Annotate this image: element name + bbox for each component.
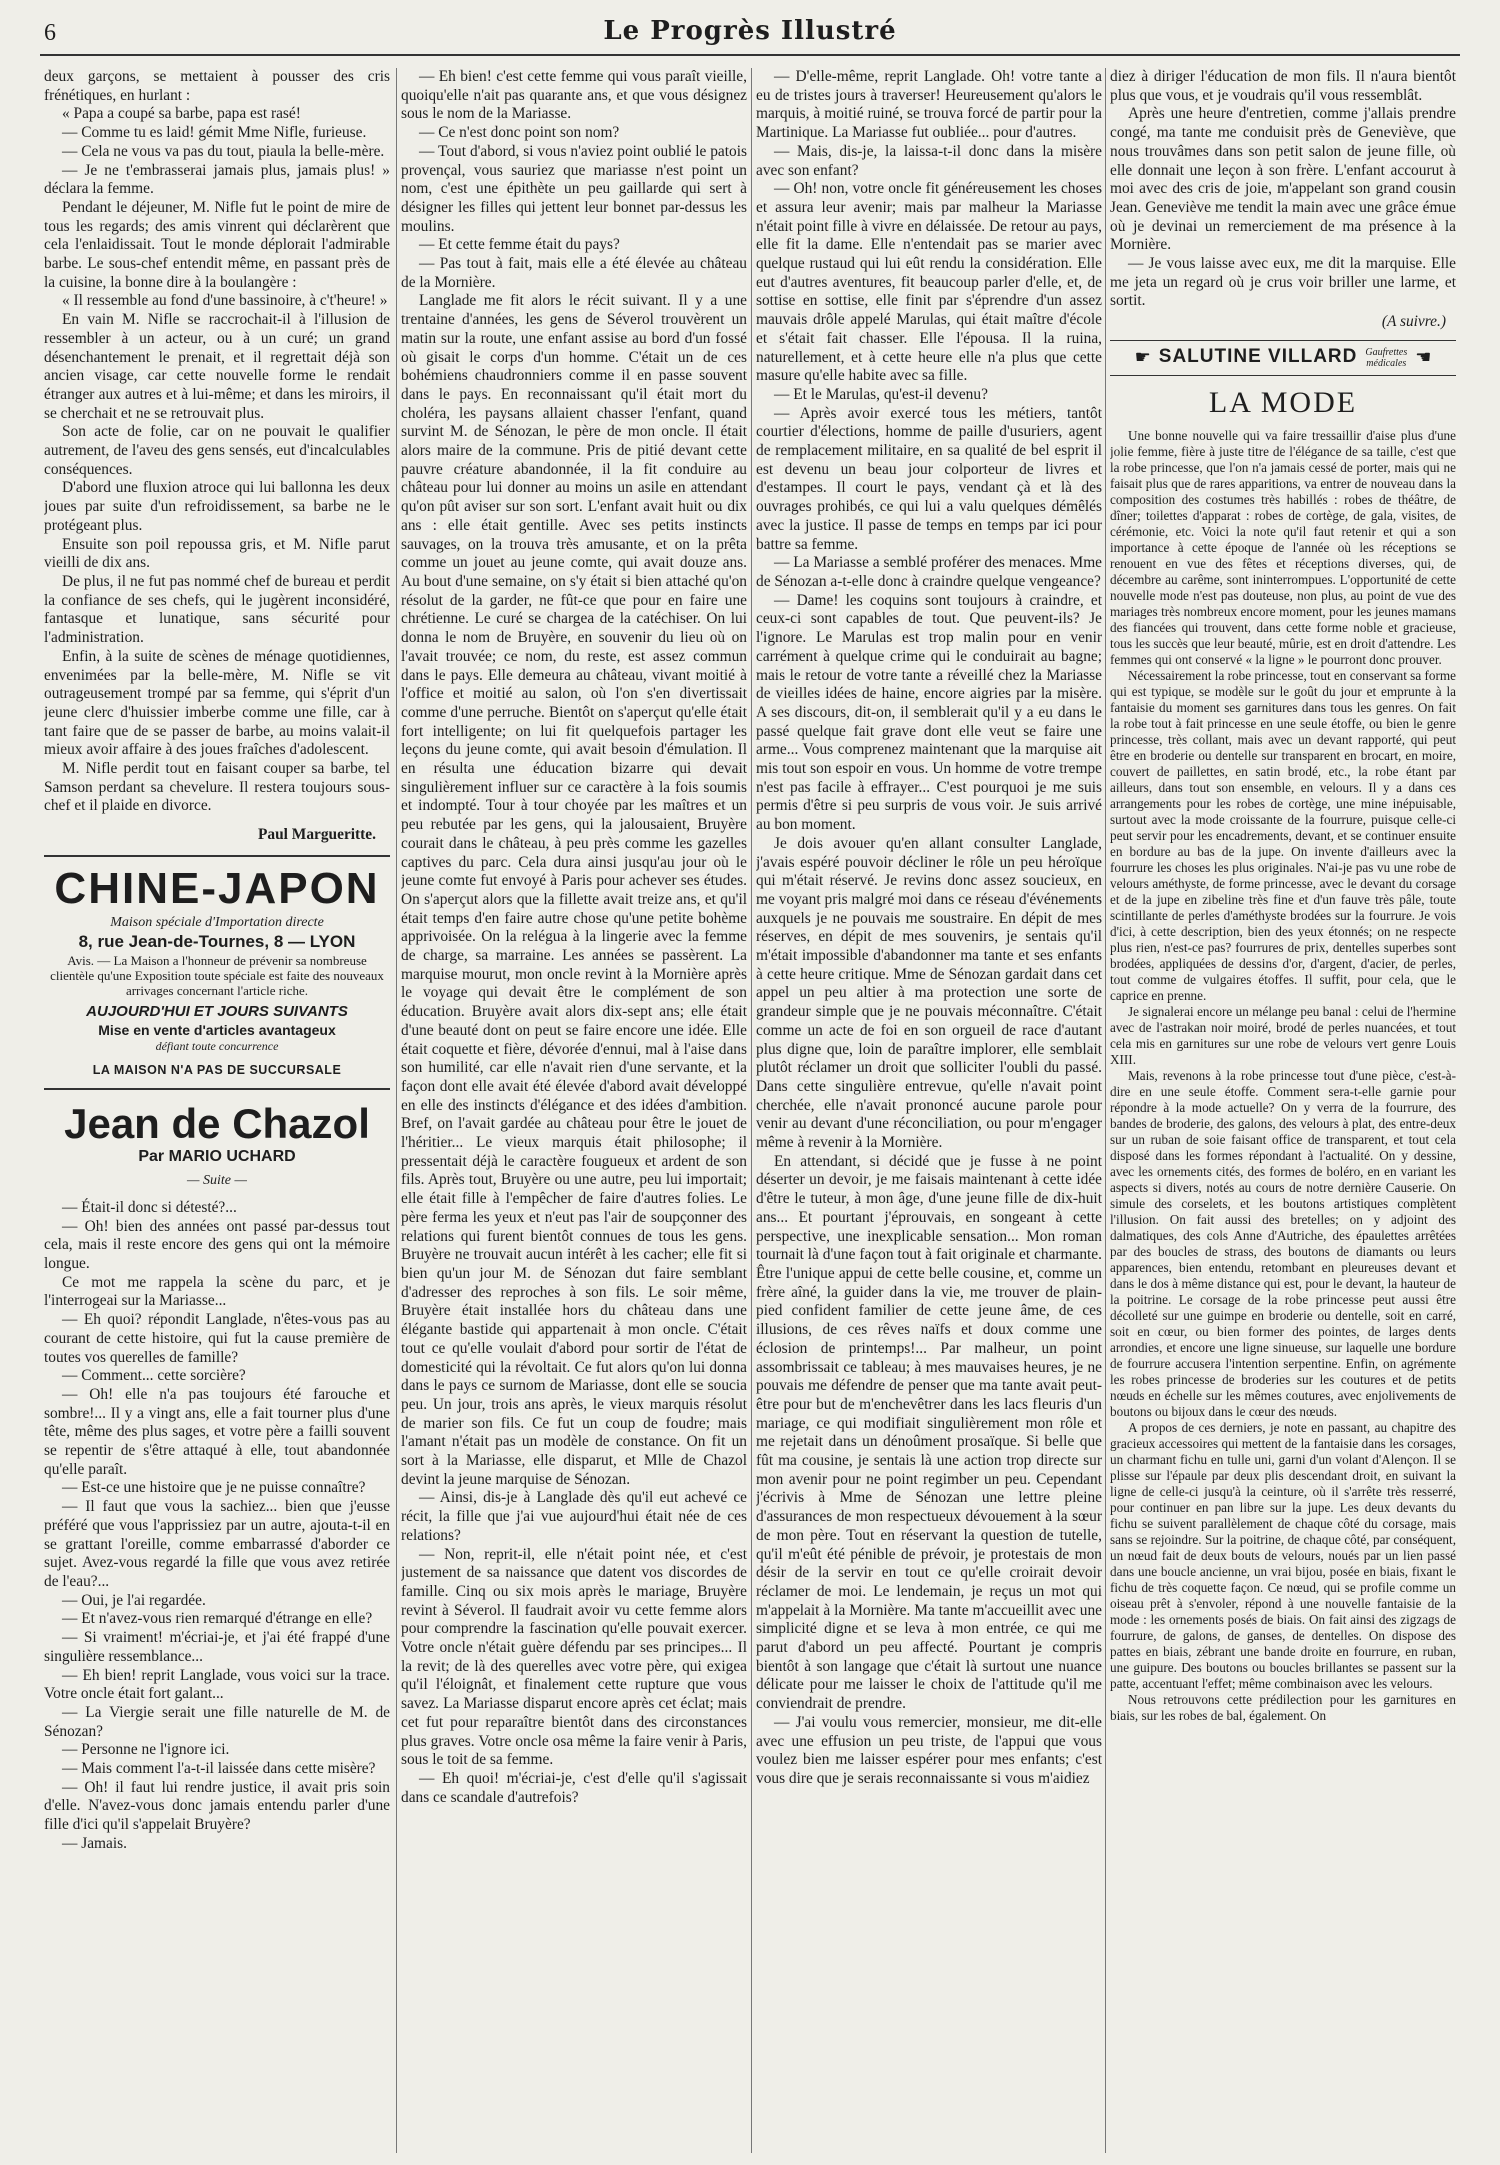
paragraph: deux garçons, se mettaient à pousser des cris frénétiques, en hurlant : bbox=[44, 68, 390, 104]
paragraph: En vain M. Nifle se raccrochait-il à l'illusion de ressembler à un acteur, ou à un curé; un grand désenchantement le prenait, et il regrettait déjà son ancien visage, car cette nouvelle forme le rendait étranger aux autres et à lui-même; et dans les miroirs, il se cherchait et ne se retrouvait plus. bbox=[44, 311, 390, 422]
ad-tag-line-1: Gaufrettes bbox=[1365, 346, 1408, 358]
ad-tag-line-2: médicales bbox=[1366, 357, 1407, 369]
paragraph: — Eh bien! c'est cette femme qui vous paraît vieille, quoiqu'elle n'ait pas quarante ans, et que vous désignez sous le nom de la Mariasse. bbox=[401, 68, 747, 123]
ad-notice: Avis. — La Maison a l'honneur de prévenir sa nombreuse clientèle qu'une Exposition toute spéciale est faite des nouveaux arrivages concernant l'article riche. bbox=[50, 952, 384, 998]
section-title-la-mode: LA MODE bbox=[1208, 385, 1358, 419]
pointing-hand-icon: ☛ bbox=[1134, 347, 1151, 368]
paragraph: diez à diriger l'éducation de mon fils. Il n'aura bientôt plus que vous, et je voudrais qu'il vous ressemblât. bbox=[1110, 68, 1456, 104]
paragraph: — Et cette femme était du pays? bbox=[419, 236, 620, 254]
paragraph: D'abord une fluxion atroce qui lui ballonna les deux joues par suite d'un refroidissement, sa barbe ne le protégeant plus. bbox=[44, 479, 390, 534]
paragraph: Je signalerai encore un mélange peu banal : celui de l'hermine avec de l'astrakan noir moiré, brodé de perles nuancées, et tout cela mis en garnitures sur une robe de velours vert genre Louis XIII. bbox=[1110, 1003, 1456, 1067]
paragraph: — Eh quoi! m'écriai-je, c'est d'elle qu'il s'agissait dans ce scandale d'autrefois? bbox=[401, 1769, 747, 1806]
paragraph: — Eh bien! reprit Langlade, vous voici sur la trace. Votre oncle était fort galant... bbox=[44, 1666, 390, 1703]
chine-japon-advertisement bbox=[44, 855, 390, 1090]
paragraph: — Pas tout à fait, mais elle a été élevée au château de la Mornière. bbox=[401, 255, 747, 291]
column-rule bbox=[751, 68, 752, 2153]
paragraph: Pendant le déjeuner, M. Nifle fut le point de mire de tous les regards; des amis vinrent qui déclarèrent que cela l'enlaidissait. Tout le monde déplorait l'admirable barbe. Le sous-chef entendit même, en passant près de la cuisine, la bonne dire à la boulangère : bbox=[44, 198, 390, 291]
paragraph: — La Viergie serait une fille naturelle de M. de Sénozan? bbox=[44, 1703, 390, 1740]
paragraph: A propos de ces derniers, je note en passant, au chapitre des gracieux accessoires qui mettent de la fantaisie dans les corsages, un charmant fichu en tulle uni, garni d'un volant d'Alençon. Il se plisse sur l'épaule par deux plis descendant droit, en suivant la ligne de celle-ci jusqu'à la ceinture, où il s'arrête très resserré, pour continuer en pan libre sur la jupe. Les deux devants du fichu se suivent parallèlement de chaque côté du corsage, mais sans se rejoindre. Sur la poitrine, de chaque côté, par conséquent, un nœud fait de deux bouts de velours, noués par un lien passé dans une boucle ancienne, un vrai bijou, posée en biais, fixant le fichu de très coquette façon. Ce nœud, qui se profile comme un oiseau prêt à s'envoler, répond à une nouvelle fantaisie de la mode : les ornements posés de biais. On fait ainsi des zigzags de fourrure, de galons, de ganses, de dentelles. On dispose des pattes en biais, zébrant une bande droite en fourrure, en ruban, une guipure. Des boutons ou boucles brillantes se passent sur la patte, accentuant l'effet; même combinaison avec les velours. bbox=[1110, 1419, 1456, 1691]
paragraph: — J'ai voulu vous remercier, monsieur, me dit-elle avec une effusion un peu triste, de l'appui que vous voulez bien me laisser espérer pour mes enfants; c'est vous dire que je serais reconnaissante si vous m'aidiez bbox=[756, 1713, 1102, 1787]
page-number: 6 bbox=[44, 20, 56, 46]
salutine-advertisement bbox=[1110, 340, 1456, 376]
paragraph: Ce mot me rappela la scène du parc, et je l'interrogeai sur la Mariasse... bbox=[44, 1273, 390, 1310]
fashion-article bbox=[1110, 428, 1456, 1724]
paragraph: — Comme tu es laid! gémit Mme Nifle, furieuse. bbox=[62, 124, 367, 142]
paragraph: De plus, il ne fut pas nommé chef de bureau et perdit la confiance de ses chefs, qui le jugèrent inconsidéré, fantasque et lunatique, sans sécurité pour l'administration. bbox=[44, 572, 390, 647]
paragraph: « Il ressemble au fond d'une bassinoire, à c't'heure! » bbox=[62, 292, 388, 310]
paragraph: Mais, revenons à la robe princesse tout d'une pièce, c'est-à-dire en une seule étoffe. Comment sera-t-elle garnie pour répondre à la mode actuelle? On y verra de la fourrure, des bandes de broderie, des galons, des velours à plat, des entre-deux sur un ruban de soie faisant office de transparent, et tout cela disposé dans les formes répondant à l'actualité. On y dessine, avec les ornements cités, des formes de boléro, en en variant les aspects si divers, notés au cours de notre dernière Causerie. On simule des corselets, et les boutons artistiques complètent l'illusion. On fait aussi des bretelles; on y adjoint des dalmatiques, des cols Anne d'Autriche, des épaulettes arrêtées par des boucles de strass, des boutons de diamants ou leurs apparences, bien entendu, retombant en pleureuses devant et dans le dos à même distance qui est, pour le devant, la hauteur de la poitrine. Le corsage de la robe princesse peut aussi être décolleté sur une guimpe en broderie ou dentelle, soit en carré, soit en cœur, ou bien former des pointes, de larges dents arrondies, et encore une ligne sinueuse, sur laquelle une bordure de fourrure accusera l'intention serpentine. Enfin, on agrémente les robes princesse de broderies sur les coutures et de petits nœuds en échelle sur les mêmes coutures, avec enjolivements de boutons ou bijoux dans le cœur des nœuds. bbox=[1110, 1067, 1456, 1419]
paragraph: Après une heure d'entretien, comme j'allais prendre congé, ma tante me conduisit près de Geneviève, que nous trouvâmes dans son petit salon de jeune fille, où elle donnait une leçon à son frère. L'enfant accourut à moi avec des cris de joie, m'appelant son grand cousin Jean. Geneviève me tendit la main avec une grâce émue où je devinai un remerciement de ma présence à la Mornière. bbox=[1110, 105, 1456, 254]
paragraph: — Est-ce une histoire que je ne puisse connaître? bbox=[62, 1479, 366, 1497]
page-header bbox=[40, 14, 1460, 56]
column-rule bbox=[1105, 68, 1106, 2153]
paragraph: Enfin, à la suite de scènes de ménage quotidiennes, envenimées par la belle-mère, M. Nifle se vit outrageusement trompé par sa femme, qui s'éprit d'un jeune clerc d'huissier imberbe comme une fille, car à tant faire que de se passer de barbe, au moins valait-il mieux avoir affaire à des joues fraîches d'adolescent. bbox=[44, 647, 390, 759]
paragraph: — Jamais. bbox=[62, 1834, 127, 1852]
paragraph: — Il faut que vous la sachiez... bien que j'eusse préféré que vous l'apprissiez par un autre, ajouta-t-il en se grattant l'oreille, comme embarrassé d'aborder ce sujet. Avez-vous regardé la fille que vous avez retirée de l'eau?... bbox=[44, 1498, 390, 1590]
ad-brand: SALUTINE VILLARD bbox=[1158, 346, 1358, 368]
ad-subtitle: Maison spéciale d'Importation directe bbox=[110, 914, 324, 930]
paragraph: — Eh quoi? répondit Langlade, n'êtes-vous pas au courant de cette histoire, qui fut la cause première de toutes vos querelles de famille? bbox=[44, 1311, 390, 1366]
paragraph: — Dame! les coquins sont toujours à craindre, et ceux-ci sont capables de tout. Que peuvent-ils? Je l'ignore. Le Marulas est trop malin pour en venir carrément à quelque crime qui le conduirait au bagne; mais le retour de votre tante a réveillé chez la Mariasse de vieilles idées de haine, encore aigries par la misère. A ses discours, dit-on, il semblerait qu'il y a eu dans le passé quelque fait grave dont elle veut se faire une arme... Vous comprenez maintenant que la marquise ait mis tout son espoir en vous. Un homme de votre trempe n'est pas facile à effrayer... C'est pourquoi je me suis permis d'être si peu surpris de vous voir. Je suis arrivé au bon moment. bbox=[756, 591, 1102, 834]
paragraph: — Mais, dis-je, la laissa-t-il donc dans la misère avec son enfant? bbox=[756, 142, 1102, 179]
paragraph: — D'elle-même, reprit Langlade. Oh! votre tante a eu de tristes jours à traverser! Heureusement qu'alors le marquis, à moitié ruiné, se trouva forcé de partir pour la Martinique. La Mariasse fut oubliée... pour d'autres. bbox=[756, 68, 1102, 142]
paragraph: Nous retrouvons cette prédilection pour les garnitures en biais, sur les robes de bal, également. On bbox=[1110, 1691, 1456, 1723]
paragraph: Langlade me fit alors le récit suivant. Il y a une trentaine d'années, les gens de Séverol trouvèrent un matin sur la route, une enfant assise au bord d'un fossé où gisait le corps d'un homme. C'était un de ces bohémiens chaudronniers comme il en passe souvent dans le pays. En reconnaissant qu'il était mort du choléra, les paysans allaient chasser l'enfant, quand survint M. de Sénozan, le père de mon oncle. Il était alors maire de la commune. Pris de pitié devant cette pauvre créature abandonnée, il la fit conduire au château pour lui donner au moins un asile en attendant qu'on pût aviser sur son sort. L'enfant avait huit ou dix ans : elle était gentille. Avec ses petits instincts sauvages, on la trouva très amusante, et on la prêta comme un jouet au jeune comte, qui avait douze ans. Au bout d'une semaine, on s'y était si bien attaché qu'on résolut de la garder, ne fût-ce que pour en faire une chrétienne. Le curé se chargea de la catéchiser. On lui donna le nom de Bruyère, en souvenir du lieu où on l'avait trouvée; ce nom, du reste, est assez commun dans le pays. Elle demeura au château, vivant moitié à l'office et moitié au salon, où l'on s'en divertissait comme d'une perruche. Bientôt on s'aperçut qu'elle était fort intelligente; on lui fit quelquefois partager les leçons du jeune comte, qui avait besoin d'émulation. Il en résulta une éducation bizarre qui devait singulièrement influer sur ce caractère à la fois soumis et indompté. Tour à tour choyée par les maîtres et un peu rebutée par les gens, qui la jalousaient, Bruyère courait dans le château, à peu près comme les gazelles captives du parc. Cela dura ainsi jusqu'au jour où le jeune comte fut envoyé à Paris pour achever ses études. On s'aperçut alors que la fillette avait treize ans, et qu'il était temps d'en faire autre chose qu'une petite bohème apprivoisée. On la relégua à la lingerie avec la femme de charge, sa marraine. Les années se passèrent. La marquise mourut, mon oncle revint à la Mornière après le voyage qui devait être le complément de son éducation. Bruyère avait alors dix-sept ans; elle était d'une beauté dont on peut se faire encore une idée. Elle était coquette et fière, dévorée d'ennui, mal à l'aise dans son humilité, car elle n'avait rien d'une servante, et la façon dont elle avait été élevée d'abord avait développé en elle des instincts d'élégance et des idées d'ambition. Bref, on l'avait gardée au château pour être le jouet de l'héritier... Le vieux marquis était philosophe; il pressentait déjà le caractère fougueux et ardent de son fils. Après tout, Bruyère ou une autre, peu lui importait; elle était fille à l'empêcher de faire d'autres folies. Le père ferma les yeux et n'eut pas l'air de soupçonner des relations qui furent bientôt connues de tous les gens. Bruyère ne trouvait aucun intérêt à les cacher; elle fit si bien qu'un jour M. de Sénozan dut faire semblant d'adresser des reproches à son fils. Le soir même, Bruyère était installée hors du château dans une élégante bastide qui appartenait à mon oncle. C'était tout ce qu'elle voulait d'abord pour sortir de l'état de domesticité qui la révoltait. Ce fut alors qu'on lui donna dans le pays ce surnom de Mariasse, dont elle se soucia peu. Un jour, trois ans après, le vieux marquis résolut de marier son fils. Ce fut un coup de foudre; mais l'amant n'était pas un modèle de constance. On fit un sort à la Mariasse, elle disparut, et Mlle de Chazol devint la jeune marquise de Sénozan. bbox=[401, 292, 747, 1488]
paragraph: Nécessairement la robe princesse, tout en conservant sa forme qui est typique, se modèle sur le goût du jour et emprunte à la fantaisie du moment ses garnitures dans tous les genres. On fait la robe tout à fait princesse en une seule étoffe, ou bien le genre princesse, très collant, mais avec un devant rapporté, qui peut être en broderie ou dentelle sur transparent en brocart, en moire, couvert de paillettes, en satin brodé, etc., la robe étant par ailleurs, dans tout son ensemble, en velours. Il y a dans ces arrangements pour les robes de cortège, une mine inépuisable, surtout avec la mode croissante de la fourrure, puisque celle-ci peut servir pour les encadrements, devant, et se continuer ensuite en bordure au bas de la jupe. On invente d'ailleurs avec la fourrure les choses les plus originales. N'ai-je pas vu une robe de velours améthyste, de forme princesse, avec le devant du corsage et de la jupe en zibeline très fine et d'un fauve très pâle, toute scintillante de perles d'améthyste brodées sur la fourrure. Je vois d'ici, à cette description, bien des yeux étonnés; on ne respecte plus rien, n'est-ce pas? fourrures de prix, dentelles superbes sont brodées, appliquées de dessins d'or, d'argent, d'acier, de perles, tout comme de vulgaires étoffes. Il suffit, pour cela, que le caprice en prenne. bbox=[1110, 667, 1456, 1003]
paragraph: — Oui, je l'ai regardée. bbox=[62, 1591, 206, 1609]
paragraph: Ensuite son poil repoussa gris, et M. Nifle parut vieilli de dix ans. bbox=[44, 535, 390, 572]
paragraph: — Si vraiment! m'écriai-je, et j'ai été frappé d'une singulière ressemblance... bbox=[44, 1629, 390, 1665]
ad-tagline bbox=[1365, 347, 1407, 369]
paragraph: — Cela ne vous va pas du tout, piaula la belle-mère. bbox=[62, 142, 385, 160]
paragraph: — Personne ne l'ignore ici. bbox=[62, 1741, 230, 1759]
ad-footer: LA MAISON N'A PAS DE SUCCURSALE bbox=[92, 1062, 342, 1077]
feuilleton-suite: — Suite — bbox=[187, 1173, 247, 1189]
pointing-hand-left-icon: ☚ bbox=[1415, 347, 1432, 368]
ad-address: 8, rue Jean-de-Tournes, 8 — LYON bbox=[78, 931, 356, 951]
paragraph: — Ainsi, dis-je à Langlade dès qu'il eut achevé ce récit, la fille que j'ai vue aujourd'hui était née de ces relations? bbox=[401, 1489, 747, 1544]
paragraph: — Après avoir exercé tous les métiers, tantôt courtier d'élections, homme de paille d'usuriers, agent de remplacement militaire, en sa qualité de bel esprit il est devenu un beau jour colporteur de livres et d'estampes. Il court le pays, vendant çà et là des ouvrages prohibés, ce qui lui a valu quelques démêlés avec la justice. Il passe de temps en temps par ici pour battre sa femme. bbox=[756, 404, 1102, 553]
paragraph: — Je vous laisse avec eux, me dit la marquise. Elle me jeta un regard où je crus voir briller une larme, et sortit. bbox=[1110, 255, 1456, 310]
paragraph: — Oh! il faut lui rendre justice, il avait pris soin d'elle. N'avez-vous donc jamais entendu parler d'une fille d'ici qu'il s'appelait Bruyère? bbox=[44, 1778, 390, 1834]
paragraph: M. Nifle perdit tout en faisant couper sa barbe, tel Samson perdant sa chevelure. Il restera toujours sous-chef et il plaide en divorce. bbox=[44, 760, 390, 815]
ad-sale: Mise en vente d'articles avantageux bbox=[98, 1021, 336, 1038]
masthead-title: Le Progrès Illustré bbox=[603, 16, 897, 46]
paragraph: — Et le Marulas, qu'est-il devenu? bbox=[774, 385, 988, 403]
feuilleton-title: Jean de Chazol bbox=[64, 1099, 370, 1147]
paragraph: — Comment... cette sorcière? bbox=[62, 1367, 246, 1385]
paragraph: — Et n'avez-vous rien remarqué d'étrange en elle? bbox=[62, 1610, 373, 1628]
paragraph: — La Mariasse a semblé proférer des menaces. Mme de Sénozan a-t-elle donc à craindre quelque vengeance? bbox=[756, 554, 1102, 590]
feuilleton-author: Par MARIO UCHARD bbox=[138, 1147, 296, 1165]
column-rule bbox=[396, 68, 397, 2153]
paragraph: — Oh! non, votre oncle fit généreusement les choses et assura leur avenir; mais par malheur la Mariasse n'était point fille à vivre en délaissée. De retour au pays, elle fit la dame. Elle n'entendait pas se marier avec quelque rustaud qui lui eût rendu la considération. Elle eut d'autres aventures, fit beaucoup parler d'elle, et, de sottise en sottise, elle finit par s'éprendre d'un assez mauvais drôle appelé Marulas, qui était maître d'école et s'était fait chasser. Elle l'épousa. Il la ruina, naturellement, et à cette heure elle n'a plus que cette masure qu'elle habite avec sa fille. bbox=[756, 180, 1102, 385]
paragraph: Une bonne nouvelle qui va faire tressaillir d'aise plus d'une jolie femme, fière à juste titre de l'élégance de sa taille, c'est que la robe princesse, que l'on n'a jamais cessé de porter, mais qui ne faisait plus que de rares apparitions, va entrer de nouveau dans la composition des costumes très habillés : robes de théâtre, de dîner; toilettes d'apparat : robes de cortège, de gala, visites, de cérémonie, etc. Voici la note qu'il faut retenir et qui a son importance à cette époque de l'année où les réceptions se renouent en vue des fêtes et réceptions diverses, qui, de décembre au carême, sont ininterrompues. L'opportunité de cette nouvelle mode n'est pas douteuse, non plus, au point de vue des mariages très nombreux encore moment, pour les jeunes mamans des fiancées qui trouvent, dans cette forme noble et gracieuse, tous les succès que leur beauté, mûrie, est en droit d'attendre. Les femmes qui ont conservé « la ligne » le pourront donc prouver. bbox=[1110, 427, 1456, 667]
paragraph: En attendant, si décidé que je fusse à ne point déserter un devoir, je me faisais maintenant à cette idée d'être le tuteur, à mon âge, d'une jeune fille de dix-huit ans... Et pourtant j'éprouvais, en songeant à cette perspective, une inexplicable sensation... Mon roman tournait là d'une façon tout à fait originale et charmante. Être l'unique appui de cette belle cousine, et, comme un frère aîné, la guider dans la vie, me trouver de plain-pied confident familier de cette jeune âme, de ces illusions, de ces rêves naïfs et doux comme une éclosion de printemps!... Par malheur, un point assombrissait ce tableau; à mes mauvaises heures, je ne pouvais me défendre de penser que ma tante avait peut-être pour but de m'enchevêtrer dans les lacs fleuris d'un mariage, ce qui modifiait singulièrement mon rôle et me rejetait dans un dénoûment prosaïque. Si belle que fût ma cousine, je sentais là une action trop directe sur mon avenir pour ne point regimber un peu. Cependant j'écrivis à Mme de Sénozan une lettre pleine d'assurances de mon respectueux dévouement à la sœur de mon père. Tout en réservant la question de tutelle, qu'il m'eût été pénible de prévoir, je protestais de mon désir de la servir en tout ce qu'elle croirait devoir réclamer de moi. Le lendemain, je reçus un mot qui m'appelait à la Mornière. Ma tante m'accueillit avec une simplicité digne et se leva à mon entrée, ce qui me parut d'abord un peu affecté. Pourtant je compris bientôt à son langage que c'était là surtout une nuance délicate pour me laisser le choix de l'attitude qu'il me conviendrait de prendre. bbox=[756, 1152, 1102, 1713]
column-3 bbox=[756, 68, 1102, 2153]
column-4 bbox=[1110, 68, 1456, 2153]
a-suivre: (A suivre.) bbox=[1381, 313, 1446, 331]
ad-competition: défiant toute concurrence bbox=[155, 1038, 279, 1053]
paragraph: — Non, reprit-il, elle n'était point née, et c'est justement de sa naissance que datent vos discordes de famille. Cinq ou six mois après le mariage, Bruyère revint à Séverol. Il faudrait avoir vu cette femme alors pour comprendre la fascination qu'elle pouvait exercer. Votre oncle n'était guère défendu par ses principes... Il la revit; de là des querelles avec votre père, qui exigea qu'il l'éloignât, et finalement cette rupture que vous savez. La Mariasse disparut encore après cet éclat; mais cet fut pour reparaître bientôt dans des circonstances plus graves. Votre oncle osa même la faire venir à Paris, sous le toit de sa femme. bbox=[401, 1545, 747, 1769]
paragraph: — Ce n'est donc point son nom? bbox=[419, 124, 620, 142]
paragraph: — Oh! elle n'a pas toujours été farouche et sombre!... Il y a vingt ans, elle a fait tourner plus d'une tête, même des plus sages, et votre père a failli souvent se repentir de s'être attaqué à elle, tout abandonnée qu'elle paraît. bbox=[44, 1385, 390, 1478]
ad-title: CHINE-JAPON bbox=[54, 863, 380, 913]
author-signature: Paul Margueritte. bbox=[258, 826, 376, 844]
column-2 bbox=[401, 68, 747, 2153]
paragraph: « Papa a coupé sa barbe, papa est rasé! bbox=[62, 105, 301, 123]
paragraph: — Je ne t'embrasserai jamais plus, jamais plus! » déclara la femme. bbox=[44, 161, 390, 198]
column-1 bbox=[44, 68, 390, 2153]
paragraph: Son acte de folie, car on ne pouvait le qualifier autrement, de l'aveu des gens sensés, eut d'incalculables conséquences. bbox=[44, 423, 390, 478]
paragraph: Je dois avouer qu'en allant consulter Langlade, j'avais espéré pouvoir décliner le rôle un peu héroïque qui m'était réservé. Je revins donc assez soucieux, en me voyant pris malgré moi dans ce réseau d'événements auxquels je ne pouvais me soustraire. En dépit de mes réserves, en dépit de mes souvenirs, je sentais qu'il m'était impossible d'abandonner ma tante et ses enfants à cette heure critique. Mme de Sénozan gardait dans cet appel un peu altier à ma protection une sorte de grandeur simple que je ne pouvais méconnaître. C'était comme un acte de foi en son orgueil de race d'autant plus digne que, loin de paraître implorer, elle semblait plutôt réclamer un droit que solliciter l'oubli du passé. Dans cette singulière entrevue, qu'elle n'avait point cherchée, elle n'avait prononcé aucune parole pour venir au devant d'une réconciliation, ou pour m'engager même à revenir à la Mornière. bbox=[756, 834, 1102, 1152]
paragraph: — Mais comment l'a-t-il laissée dans cette misère? bbox=[62, 1760, 376, 1778]
paragraph: — Oh! bien des années ont passé par-dessus tout cela, mais il reste encore des gens qui ont la mémoire longue. bbox=[44, 1217, 390, 1273]
ad-days: AUJOURD'HUI ET JOURS SUIVANTS bbox=[86, 1002, 348, 1020]
paragraph: — Était-il donc si détesté?... bbox=[62, 1198, 237, 1216]
paragraph: — Tout d'abord, si vous n'aviez point oublié le patois provençal, vous sauriez que mariasse n'est point un nom, c'est une épithète un peu gaillarde qui sert à désigner les filles qui jettent leur bonnet par-dessus les moulins. bbox=[401, 142, 747, 235]
